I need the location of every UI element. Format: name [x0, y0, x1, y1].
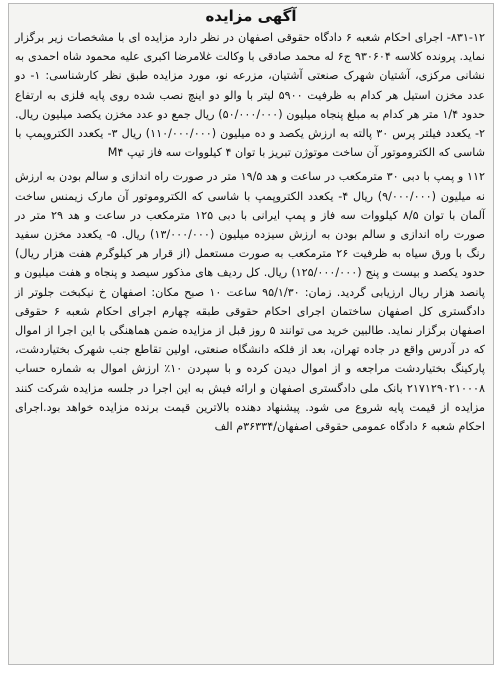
notice-body	[9, 28, 493, 436]
notice-title: آگهی مزایده	[205, 7, 297, 25]
notice-paragraph: ۸۳۱-۱۲- اجرای احکام شعبه ۶ دادگاه حقوقی اصفهان در نظر دارد مزایده ای با مشخصات زیر برگزار نماید. پرونده کلاسه ۹۳۰۶۰۴ ج۶ له محمد صادقی با وکالت غلامرضا اکبری علیه محمود شاه احمدی به نشانی مرکزی، آشتیان شهرک صنعتی آشتیان، مزرعه نو، مورد مزایده طبق نظر کارشناسی: ۱- دو عدد مخزن استیل هر کدام به ظرفیت ۵۹۰۰ لیتر با والو دو اینچ نصب شده روی پایه فلزی به ارتفاع حدود ۱/۴ متر هر کدام به مبلغ پنجاه میلیون (۵۰/۰۰۰/۰۰۰) ریال جمع دو عدد مخزن یکصد میلیون ریال. ۲- یکعدد فیلتر پرس ۳۰ پالته به ارزش یکصد و ده میلیون (۱۱۰/۰۰۰/۰۰۰) ریال ۳- یکعدد الکتروپمپ با شاسی که الکتروموتور آن ساخت موتوژن تبریز با توان ۴ کیلووات سه فاز تیپ M۴	[15, 31, 486, 160]
notice-paragraph: ۱۱۲ و پمپ با دبی ۳۰ مترمکعب در ساعت و هد ۱۹/۵ متر در صورت راه اندازی و سالم بودن به ارزش نه میلیون (۹/۰۰۰/۰۰۰) ریال ۴- یکعدد الکتروپمپ با شاسی که الکتروموتور آن مارک زیمنس ساخت آلمان با توان ۸/۵ کیلووات سه فاز و پمپ ایرانی با دبی ۱۲۵ مترمکعب در ساعت و هد ۲۹ متر در صورت راه اندازی و سالم بودن به ارزش سیزده میلیون (۱۳/۰۰۰/۰۰۰) ریال. ۵- یکعدد مخزن سفید رنگ با ورق سیاه به ظرفیت ۲۶ مترمکعب به صورت مستعمل (از قرار هر کیلوگرم هفت هزار ریال) حدود یکصد و بیست و پنج (۱۲۵/۰۰۰/۰۰۰) ریال. کل ردیف های مذکور سیصد و پنجاه و هفت میلیون و پانصد هزار ریال ارزیابی گردید. زمان: ۹۵/۱/۳۰ ساعت ۱۰ صبح مکان: اصفهان خ نیکبخت جلوتر از دادگستری کل اصفهان ساختمان اجرای احکام حقوقی طبقه چهارم اجرای احکام شعبه ۶ حقوقی اصفهان برگزار نماید. طالبین خرید می توانند ۵ روز قبل از مزایده ضمن هماهنگی با این اجرا از اموال که در آدرس واقع در جاده تهران، بعد از فلکه دانشگاه صنعتی، اولین تقاطع جنب شهرک بختیاردشت، پارکینگ بختیاردشت مراجعه و از اموال دیدن کرده و با سپردن ۱۰٪ ارزش اموال به شماره حساب ۲۱۷۱۲۹۰۲۱۰۰۰۸ بانک ملی دادگستری اصفهان و ارائه فیش به این اجرا در جلسه مزایده شرکت کنند مزایده از قیمت پایه شروع می شود. پیشنهاد دهنده بالاترین قیمت برنده مزایده خواهد بود.اجرای احکام شعبه ۶ دادگاه عمومی حقوقی اصفهان/۳۶۳۳۴م الف	[15, 170, 486, 434]
auction-notice-clipping	[8, 3, 494, 665]
